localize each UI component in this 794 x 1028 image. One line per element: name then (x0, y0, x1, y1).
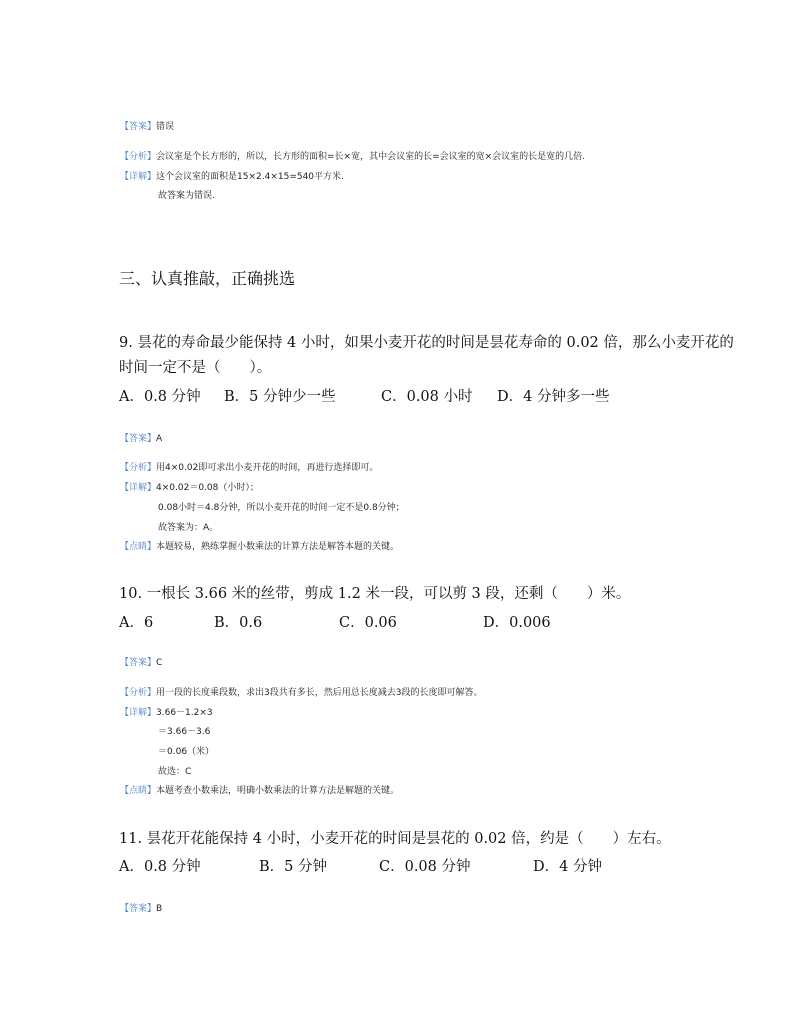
q11-stem-line-1: 11. 昙花开花能保持 4 小时，小麦开花的时间是昙花的 0.02 倍，约是（ ）左右。 (119, 831, 671, 847)
q10-detail-line-2: ＝3.66－3.6 (158, 727, 211, 737)
q9-detail-line-2: 0.08小时＝4.8分钟，所以小麦开花的时间一定不是0.8分钟； (158, 503, 405, 513)
q10-option-c: C．0.06 (339, 615, 397, 631)
analysis-tag: 【分析】 (120, 152, 157, 162)
answer-tag: 【答案】 (120, 904, 157, 914)
section-title: 三、认真推敲，正确挑选 (119, 269, 296, 288)
q9-detail-text-1: 4×0.02＝0.08（小时）； (156, 483, 259, 493)
answer-tag: 【答案】 (120, 434, 157, 444)
q11-answer-line (120, 903, 162, 915)
q9-stem-line-2: 时间一定不是（ ）。 (119, 360, 272, 376)
q8-answer-line (120, 121, 174, 133)
q9-option-d: D．4 分钟多一些 (497, 389, 610, 405)
q9-detail-line-3: 故答案为：A。 (158, 523, 219, 533)
q8-detail-line-2: 故答案为错误. (158, 191, 215, 201)
analysis-tag: 【分析】 (120, 688, 157, 698)
q10-analysis-line (120, 687, 482, 699)
q9-comment-text: 本题较易，熟练掌握小数乘法的计算方法是解答本题的关键。 (156, 542, 400, 552)
q9-option-b: B．5 分钟少一些 (224, 389, 336, 405)
q10-analysis-text: 用一段的长度乘段数，求出3段共有多长，然后用总长度减去3段的长度即可解答。 (156, 688, 483, 698)
q8-answer-text: 错误 (156, 122, 175, 132)
q8-detail-line-1 (120, 171, 344, 183)
answer-tag: 【答案】 (120, 122, 157, 132)
q11-answer-text: B (156, 904, 163, 914)
q9-analysis-text: 用4×0.02即可求出小麦开花的时间，再进行选择即可。 (156, 463, 379, 473)
q9-answer-line (120, 433, 162, 445)
q11-option-d: D．4 分钟 (533, 859, 602, 875)
q11-option-b: B．5 分钟 (259, 859, 327, 875)
analysis-tag: 【分析】 (120, 463, 157, 473)
answer-tag: 【答案】 (120, 658, 157, 668)
q10-answer-text: C (156, 658, 163, 668)
q9-detail-line-1 (120, 482, 259, 494)
q9-answer-text: A (156, 434, 163, 444)
q10-answer-line (120, 657, 162, 669)
q10-option-d: D．0.006 (483, 615, 551, 631)
q9-stem-line-1: 9. 昙花的寿命最少能保持 4 小时，如果小麦开花的时间是昙花寿命的 0.02 倍，那么小麦开花的 (119, 335, 734, 351)
q10-comment-line (120, 785, 399, 797)
comment-tag: 【点睛】 (120, 786, 157, 796)
q8-analysis-text: 会议室是个长方形的，所以，长方形的面积=长×宽，其中会议室的长=会议室的宽×会议室的长是宽的几倍. (156, 152, 586, 162)
q9-analysis-line (120, 462, 378, 474)
q10-stem-line-1: 10. 一根长 3.66 米的丝带，剪成 1.2 米一段，可以剪 3 段，还剩（ ）米。 (119, 586, 631, 602)
detail-tag: 【详解】 (120, 708, 157, 718)
q10-detail-text-1: 3.66－1.2×3 (156, 708, 213, 718)
q11-option-a: A．0.8 分钟 (119, 859, 201, 875)
q8-detail-text-1: 这个会议室的面积是15×2.4×15=540平方米. (156, 172, 344, 182)
comment-tag: 【点睛】 (120, 542, 157, 552)
q10-option-a: A．6 (119, 615, 154, 631)
q10-option-b: B．0.6 (214, 615, 263, 631)
detail-tag: 【详解】 (120, 483, 157, 493)
q9-comment-line (120, 541, 399, 553)
q9-option-c: C．0.08 小时 (381, 389, 473, 405)
detail-tag: 【详解】 (120, 172, 157, 182)
q8-analysis-line (120, 151, 585, 163)
q10-detail-line-4: 故选：C (158, 767, 192, 777)
q10-detail-line-3: ＝0.06（米） (158, 747, 215, 757)
q10-comment-text: 本题考查小数乘法，明确小数乘法的计算方法是解题的关键。 (156, 786, 400, 796)
q11-option-c: C．0.08 分钟 (379, 859, 471, 875)
q10-detail-line-1 (120, 707, 213, 719)
q9-option-a: A．0.8 分钟 (119, 389, 201, 405)
